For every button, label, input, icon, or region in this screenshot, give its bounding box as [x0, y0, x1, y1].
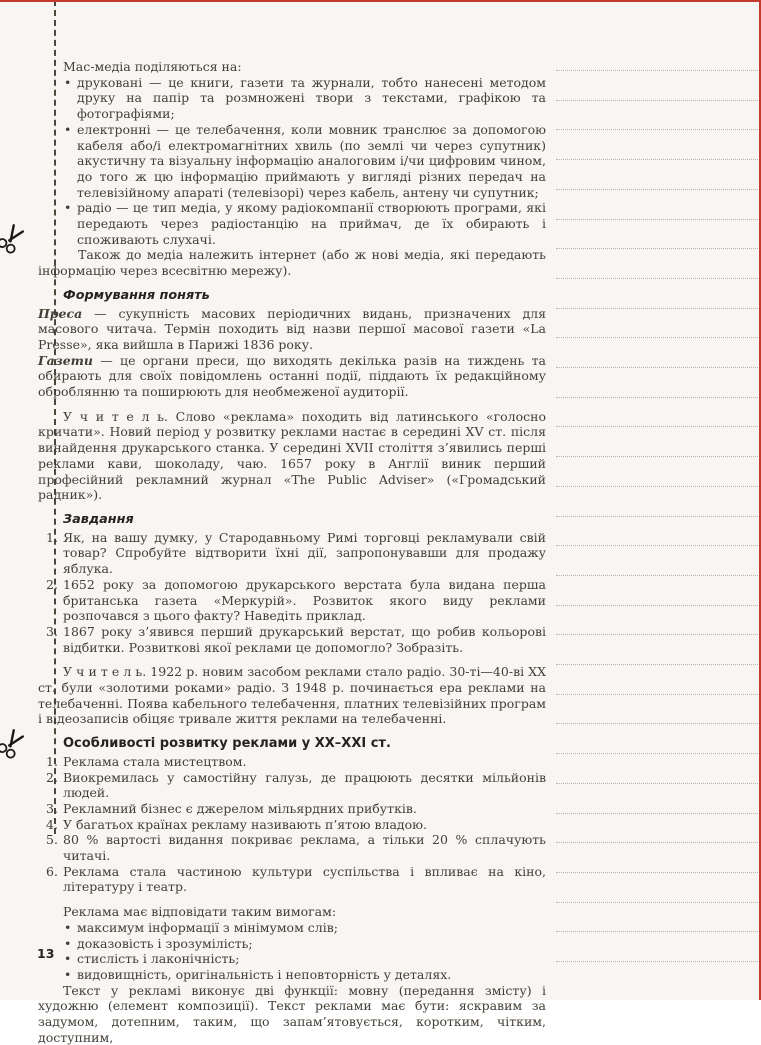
scissors-icon	[0, 220, 31, 261]
ruled-line	[556, 486, 758, 487]
ruled-line	[556, 70, 758, 71]
intro-paragraph: Мас-медіа поділяються на:	[63, 59, 242, 74]
ruled-line	[556, 931, 758, 932]
requirement-item: • стислість і лаконічність;	[77, 951, 546, 967]
requirement-item: • видовищність, оригінальність і неповторність у деталях.	[77, 967, 546, 983]
ruled-line	[556, 694, 758, 695]
scissors-icon	[0, 725, 31, 766]
internet-note-paragraph: Також до медіа належить інтернет (або ж нові медіа, які передають інформацію через всесвітню мережу).	[38, 247, 546, 279]
ruled-line	[556, 456, 758, 457]
ruled-line	[556, 337, 758, 338]
ruled-line	[556, 159, 758, 160]
ruled-line	[556, 902, 758, 903]
ruled-line	[556, 961, 758, 962]
list-item: • друковані — це книги, газети та журнали, тобто нанесені методом друку на папір та розмножені твори з текстами, графікою та фотографіями;	[77, 75, 546, 122]
feature-item: У багатьох країнах рекламу називають п’ятою владою.	[63, 816, 427, 832]
requirement-item: • доказовість і зрозумілість;	[77, 936, 546, 952]
tasks-list	[38, 530, 546, 656]
ruled-line	[556, 634, 758, 635]
ruled-line	[556, 426, 758, 427]
ruled-line	[556, 842, 758, 843]
definition-paragraph	[38, 353, 546, 400]
task-item: 1652 року за допомогою друкарського верстата була видана перша британська газета «Меркурій». Розвиток якого виду реклами розпочався з цього факту? Наведіть приклад.	[63, 576, 546, 624]
requirement-item: • максимум інформації з мінімумом слів;	[77, 920, 546, 936]
teacher-text: 1922 р. новим засобом реклами стало радіо. 30-ті—40-ві ХХ ст. були «золотими роками» радіо. З 1948 р. починається ера реклами на телебаченні. Поява кабельного телебачення, платних телевізійних програм і відеозаписів обіцяє тривале життя реклами на телебаченні.	[38, 664, 546, 727]
trim-line-top	[0, 0, 761, 2]
definition-paragraph	[38, 306, 546, 353]
task-item: Як, на вашу думку, у Стародавньому Римі торговці рекламували свій товар? Спробуйте відтворити їхні дії, запропонувавши для продажу яблука.	[63, 529, 546, 577]
ruled-line	[556, 308, 758, 309]
teacher-label: У ч и т е л ь.	[63, 664, 147, 680]
ruled-line	[556, 664, 758, 665]
definition-text: — це органи преси, що виходять декілька разів на тиждень та обирають для своїх повідомлень останні події, піддають їх редакційному оброблянню та поширюють для необмеженої аудиторії.	[38, 352, 546, 400]
feature-item: Реклама стала мистецтвом.	[63, 753, 247, 769]
teacher-text: Слово «реклама» походить від латинського «голосно кричати». Новий період у розвитку реклами настає в середині XV ст. після винайдення друкарського станка. У середині XVII століття з’явились перші реклами кави, шоколаду, чаю. 1657 року в Англії виник перший професійний рекламний журнал «The Public Adviser» («Громадський радник»).	[38, 408, 546, 503]
closing-paragraph: Текст у рекламі виконує дві функції: мовну (передання змісту) і художню (елемент композиції). Текст реклами має бути: яскравим за задумом, дотепним, таким, що запам’ятовується, коротким, чітким, доступним,	[38, 982, 546, 1045]
features-heading: Особливості розвитку реклами у ХХ–ХХІ ст.	[63, 736, 391, 752]
ruled-line	[556, 278, 758, 279]
ruled-line	[556, 872, 758, 873]
ruled-line	[556, 723, 758, 724]
teacher-paragraph	[38, 409, 546, 503]
feature-item: Рекламний бізнес є джерелом мільярдних прибутків.	[63, 800, 417, 816]
term-label: Преса	[38, 305, 83, 321]
features-list	[38, 754, 546, 895]
ruled-line	[556, 753, 758, 754]
ruled-line	[556, 545, 758, 546]
concepts-heading: Формування понять	[63, 287, 210, 303]
ruled-line	[556, 129, 758, 130]
feature-item: Реклама стала частиною культури суспільства і впливає на кіно, літературу і театр.	[63, 863, 546, 895]
page-number: 13	[37, 946, 55, 961]
feature-item: 80 % вартості видання покриває реклама, а тільки 20 % сплачують читачі.	[63, 832, 546, 864]
definition-text: — сукупність масових періодичних видань, призначених для масового читача. Термін походить від назви першої масової газети «La Presse», яка вийшла в Парижі 1836 року.	[38, 305, 546, 352]
task-item: 1867 року з’явився перший друкарський верстат, що робив кольорові відбитки. Розвиткові якої реклами це допомогло? Зобразіть.	[63, 623, 546, 655]
notes-ruled-area	[556, 70, 758, 962]
ruled-line	[556, 248, 758, 249]
ruled-line	[556, 219, 758, 220]
ruled-line	[556, 575, 758, 576]
feature-item: Виокремилась у самостійну галузь, де працюють десятки мільйонів людей.	[63, 769, 546, 801]
lesson-content	[38, 59, 546, 1045]
list-item: • радіо — це тип медіа, у якому радіокомпанії створюють програми, які передають через радіостанцію на приймач, де їх обирають і споживають слухачі.	[77, 200, 546, 247]
teacher-paragraph	[38, 664, 546, 727]
ruled-line	[556, 397, 758, 398]
requirements-list	[38, 920, 546, 983]
term-label: Газети	[38, 352, 93, 368]
tasks-heading: Завдання	[63, 511, 134, 527]
requirements-intro: Реклама має відповідати таким вимогам:	[63, 904, 337, 920]
ruled-line	[556, 367, 758, 368]
list-item: • електронні — це телебачення, коли мовник транслює за допомогою кабеля або/і електромагнітних хвиль (по землі чи через супутник) акустичну та візуальну інформацію аналоговим і/чи цифровим чином, до того ж цю інформацію приймають у вигляді різних передач на телевізійному апараті (телевізорі) через кабель, антену чи супутник;	[77, 122, 546, 201]
ruled-line	[556, 813, 758, 814]
ruled-line	[556, 516, 758, 517]
ruled-line	[556, 783, 758, 784]
ruled-line	[556, 189, 758, 190]
teacher-label: У ч и т е л ь.	[63, 408, 168, 424]
media-types-list	[38, 75, 546, 248]
ruled-line	[556, 605, 758, 606]
ruled-line	[556, 100, 758, 101]
